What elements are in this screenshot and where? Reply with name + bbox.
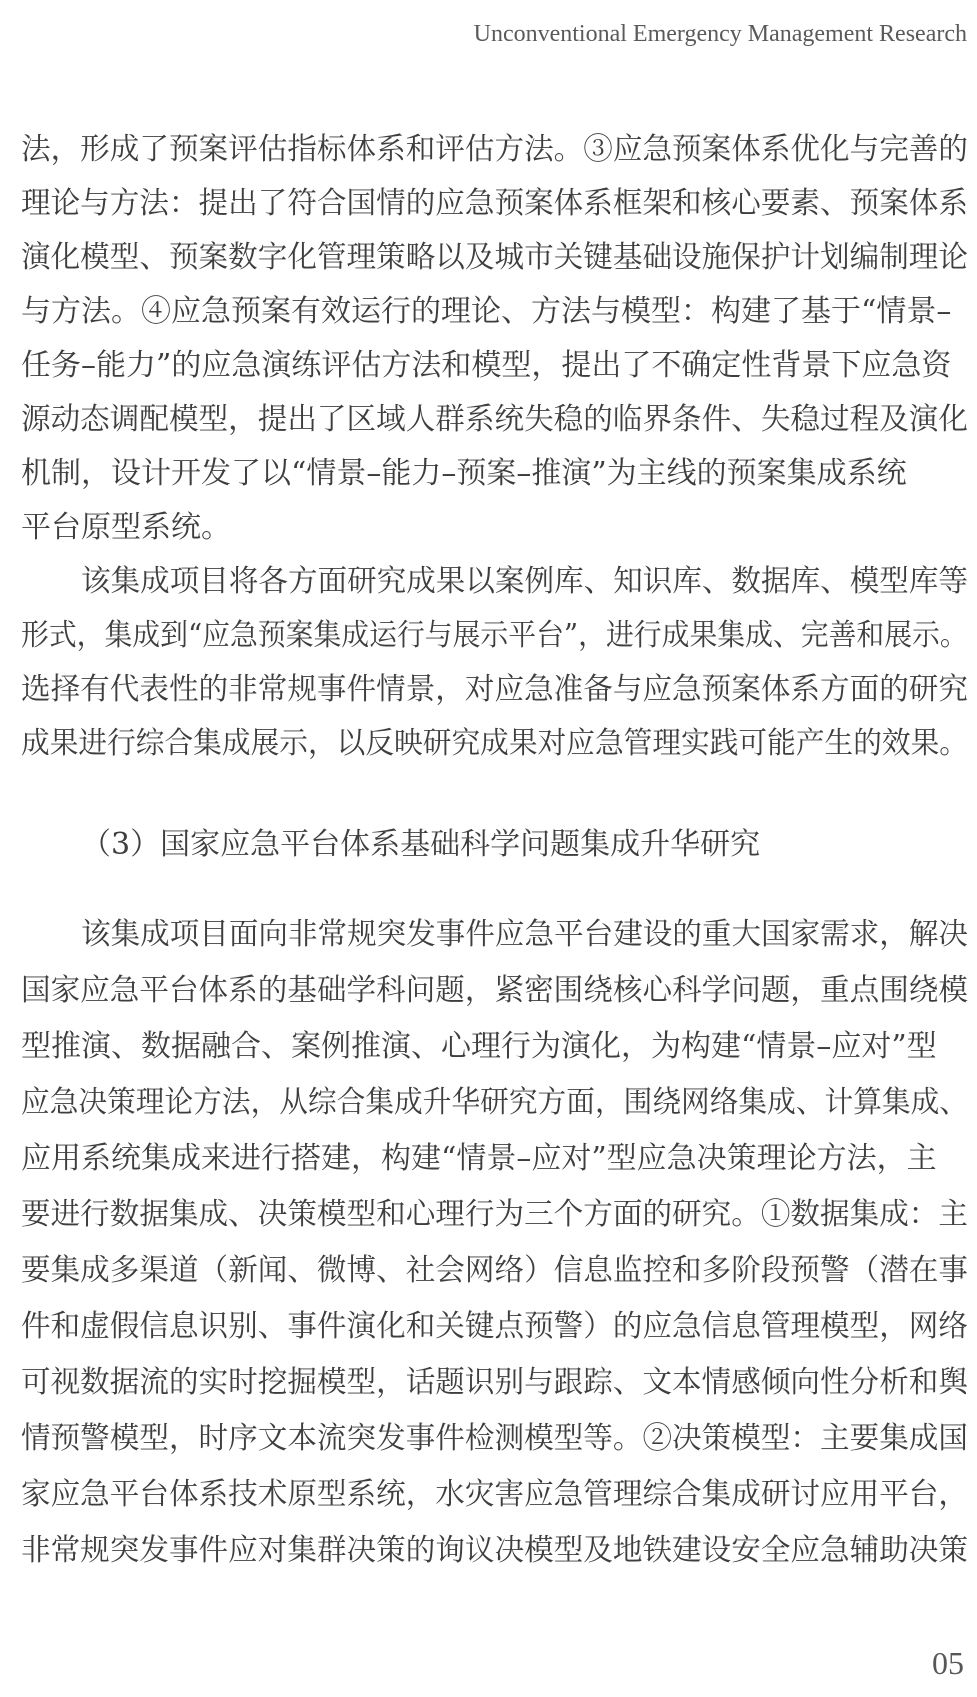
body-text-line: 演化模型、预案数字化管理策略以及城市关键基础设施保护计划编制理论 xyxy=(21,240,968,275)
body-text-line: 理论与方法：提出了符合国情的应急预案体系框架和核心要素、预案体系 xyxy=(21,186,968,221)
running-header: Unconventional Emergency Management Research xyxy=(473,21,967,47)
body-text-line: 非常规突发事件应对集群决策的询议决模型及地铁建设安全应急辅助决策 xyxy=(21,1533,968,1568)
body-text-line: 可视数据流的实时挖掘模型，话题识别与跟踪、文本情感倾向性分析和舆 xyxy=(21,1365,968,1400)
body-text-line: 要集成多渠道（新闻、微博、社会网络）信息监控和多阶段预警（潜在事 xyxy=(21,1253,968,1288)
body-text-line: 该集成项目面向非常规突发事件应急平台建设的重大国家需求，解决 xyxy=(81,917,968,952)
body-text-line: 机制，设计开发了以“情景–能力–预案–推演”为主线的预案集成系统 xyxy=(21,456,907,491)
page-number: 05 xyxy=(932,1645,964,1681)
section-heading: （3）国家应急平台体系基础科学问题集成升华研究 xyxy=(81,827,761,862)
paragraph-2 xyxy=(21,555,968,771)
body-text-line: 型推演、数据融合、案例推演、心理行为演化，为构建“情景–应对”型 xyxy=(21,1029,937,1064)
body-text-line: 选择有代表性的非常规事件情景，对应急准备与应急预案体系方面的研究 xyxy=(21,672,968,707)
body-text-line: 任务–能力”的应急演练评估方法和模型，提出了不确定性背景下应急资 xyxy=(21,348,952,383)
body-text-line: 源动态调配模型，提出了区域人群系统失稳的临界条件、失稳过程及演化 xyxy=(21,402,968,437)
body-text-line: 法，形成了预案评估指标体系和评估方法。③应急预案体系优化与完善的 xyxy=(21,132,968,167)
body-text-line: 形式，集成到“应急预案集成运行与展示平台”，进行成果集成、完善和展示。 xyxy=(21,618,968,653)
body-text-line: 应用系统集成来进行搭建，构建“情景–应对”型应急决策理论方法，主 xyxy=(21,1141,937,1176)
body-text-line: 情预警模型，时序文本流突发事件检测模型等。②决策模型：主要集成国 xyxy=(21,1421,968,1456)
body-text-line: 与方法。④应急预案有效运行的理论、方法与模型：构建了基于“情景– xyxy=(21,294,952,329)
body-text-line: 国家应急平台体系的基础学科问题，紧密围绕核心科学问题，重点围绕模 xyxy=(21,973,968,1008)
body-text-line: 该集成项目将各方面研究成果以案例库、知识库、数据库、模型库等 xyxy=(81,564,968,599)
paragraph-3 xyxy=(21,907,968,1579)
body-text-line: 家应急平台体系技术原型系统，水灾害应急管理综合集成研讨应用平台， xyxy=(21,1477,968,1512)
body-text-line: 要进行数据集成、决策模型和心理行为三个方面的研究。①数据集成：主 xyxy=(21,1197,968,1232)
body-text-line: 成果进行综合集成展示，以反映研究成果对应急管理实践可能产生的效果。 xyxy=(21,726,968,761)
body-text-line: 应急决策理论方法，从综合集成升华研究方面，围绕网络集成、计算集成、 xyxy=(21,1085,968,1120)
paragraph-1 xyxy=(21,123,968,555)
page-body xyxy=(21,123,968,1579)
body-text-line: 件和虚假信息识别、事件演化和关键点预警）的应急信息管理模型，网络 xyxy=(21,1309,968,1344)
body-text-line: 平台原型系统。 xyxy=(21,510,231,545)
